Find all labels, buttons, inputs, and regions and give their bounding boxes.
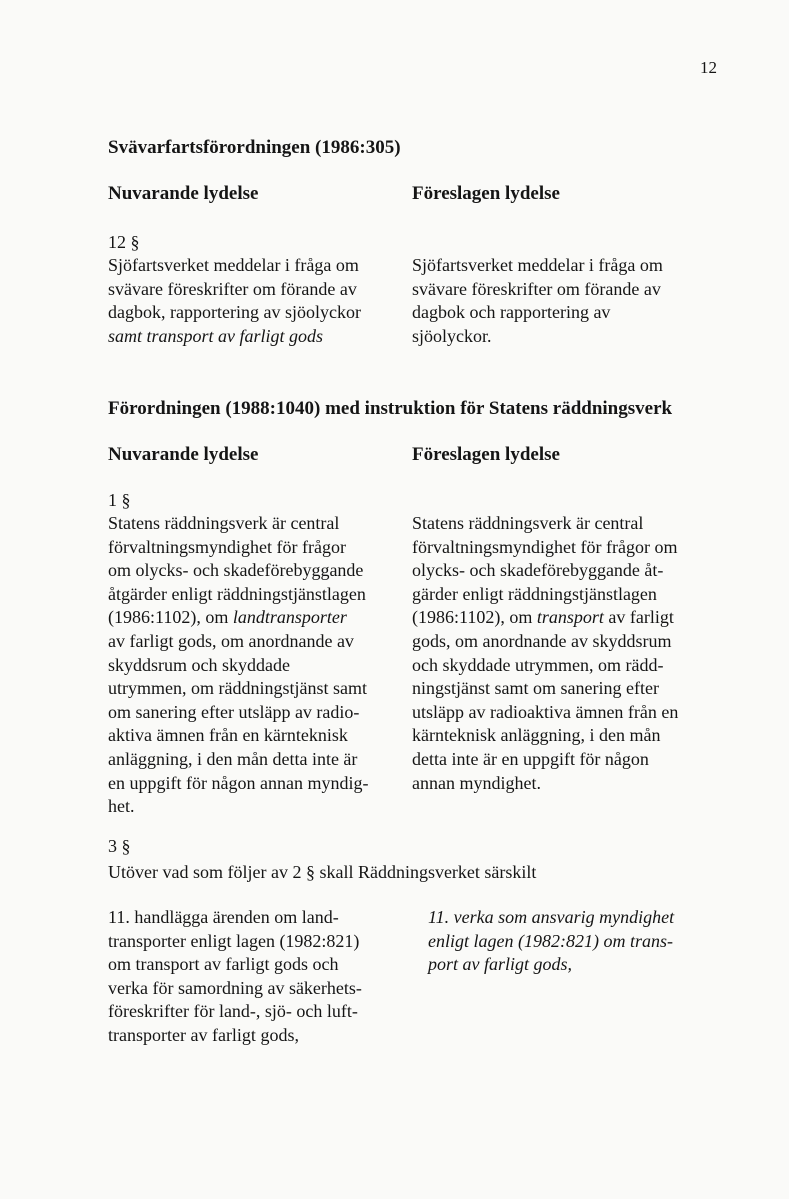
text-line: och skyddade utrymmen, om rädd- — [412, 654, 664, 675]
text-line-italic: enligt lagen (1982:821) om trans- — [428, 930, 673, 951]
text-line-italic: port av farligt gods, — [428, 954, 573, 975]
text-line: verka för samordning av säkerhets- — [108, 977, 362, 998]
section-title-raddningsverk: Förordningen (1988:1040) med instruktion för Statens räddningsverk — [108, 398, 673, 419]
text-line: gärder enligt räddningstjänstlagen — [412, 583, 657, 604]
paragraph-number: 3 § — [108, 836, 131, 856]
text-line: åtgärder enligt räddningstjänstlagen — [108, 583, 366, 604]
text-line-italic: samt transport av farligt gods — [108, 325, 324, 346]
proposed-text-column — [428, 906, 674, 977]
paragraph-number: 1 § — [108, 490, 131, 510]
text-line: förvaltningsmyndighet för frågor om — [412, 536, 678, 557]
current-text-column — [108, 906, 362, 1048]
text-line: Sjöfartsverket meddelar i fråga om — [412, 255, 663, 275]
text-line: föreskrifter för land-, sjö- och luft- — [108, 1001, 358, 1022]
text-line: transporter av farligt gods, — [108, 1024, 299, 1045]
text-line: av farligt gods, om anordnande av — [108, 630, 354, 651]
text-line: olycks- och skadeförebyggande åt- — [412, 560, 664, 581]
text-line: transporter enligt lagen (1982:821) — [108, 930, 360, 951]
intro-sentence: Utöver vad som följer av 2 § skall Räddningsverket särskilt — [108, 862, 537, 882]
text-line: en uppgift för någon annan myndig- — [108, 772, 369, 793]
text-line-italic: 11. verka som ansvarig myndighet — [428, 907, 675, 927]
header-proposed-wording: Föreslagen lydelse — [412, 183, 560, 204]
text-line: sjöolyckor. — [412, 325, 492, 346]
text-span-italic: transport — [536, 607, 604, 628]
text-span: av farligt — [603, 607, 674, 628]
text-line: förvaltningsmyndighet för frågor — [108, 536, 346, 557]
text-span-italic: landtransporter — [232, 607, 347, 628]
section-title-svavarfart: Svävarfartsförordningen (1986:305) — [108, 137, 401, 158]
proposed-text-column — [412, 254, 663, 348]
text-span: (1986:1102), om — [108, 607, 233, 628]
text-line: svävare föreskrifter om förande av — [412, 278, 661, 299]
proposed-text-column — [412, 512, 678, 795]
text-line: Statens räddningsverk är central — [412, 513, 644, 533]
text-line: kärnteknisk anläggning, i den mån — [412, 725, 661, 746]
text-line: om sanering efter utsläpp av radio- — [108, 701, 360, 722]
text-line: ningstjänst samt om sanering efter — [412, 678, 659, 699]
text-line: aktiva ämnen från en kärnteknisk — [108, 725, 348, 746]
text-line: utrymmen, om räddningstjänst samt — [108, 678, 367, 699]
text-line: annan myndighet. — [412, 772, 541, 793]
text-line: dagbok och rapportering av — [412, 302, 611, 323]
text-line: detta inte är en uppgift för någon — [412, 748, 649, 769]
text-line: Statens räddningsverk är central — [108, 513, 340, 533]
header-current-wording: Nuvarande lydelse — [108, 183, 259, 204]
text-line: om transport av farligt gods och — [108, 954, 339, 975]
text-line: om olycks- och skadeförebyggande — [108, 560, 364, 581]
current-text-column — [108, 254, 361, 348]
text-line: het. — [108, 796, 135, 817]
current-text-column — [108, 512, 368, 819]
text-line: skyddsrum och skyddade — [108, 654, 290, 675]
text-line — [412, 606, 678, 630]
text-line — [108, 606, 368, 630]
text-line: 11. handlägga ärenden om land- — [108, 907, 339, 927]
text-line: anläggning, i den mån detta inte är — [108, 748, 358, 769]
text-line: dagbok, rapportering av sjöolyckor — [108, 302, 361, 323]
header-proposed-wording: Föreslagen lydelse — [412, 444, 560, 465]
text-line: svävare föreskrifter om förande av — [108, 278, 357, 299]
text-span: (1986:1102), om — [412, 607, 537, 628]
page-number: 12 — [700, 58, 717, 77]
text-line: utsläpp av radioaktiva ämnen från en — [412, 701, 679, 722]
text-line: gods, om anordnande av skyddsrum — [412, 630, 672, 651]
text-line: Sjöfartsverket meddelar i fråga om — [108, 255, 359, 275]
paragraph-number: 12 § — [108, 232, 140, 252]
header-current-wording: Nuvarande lydelse — [108, 444, 259, 465]
